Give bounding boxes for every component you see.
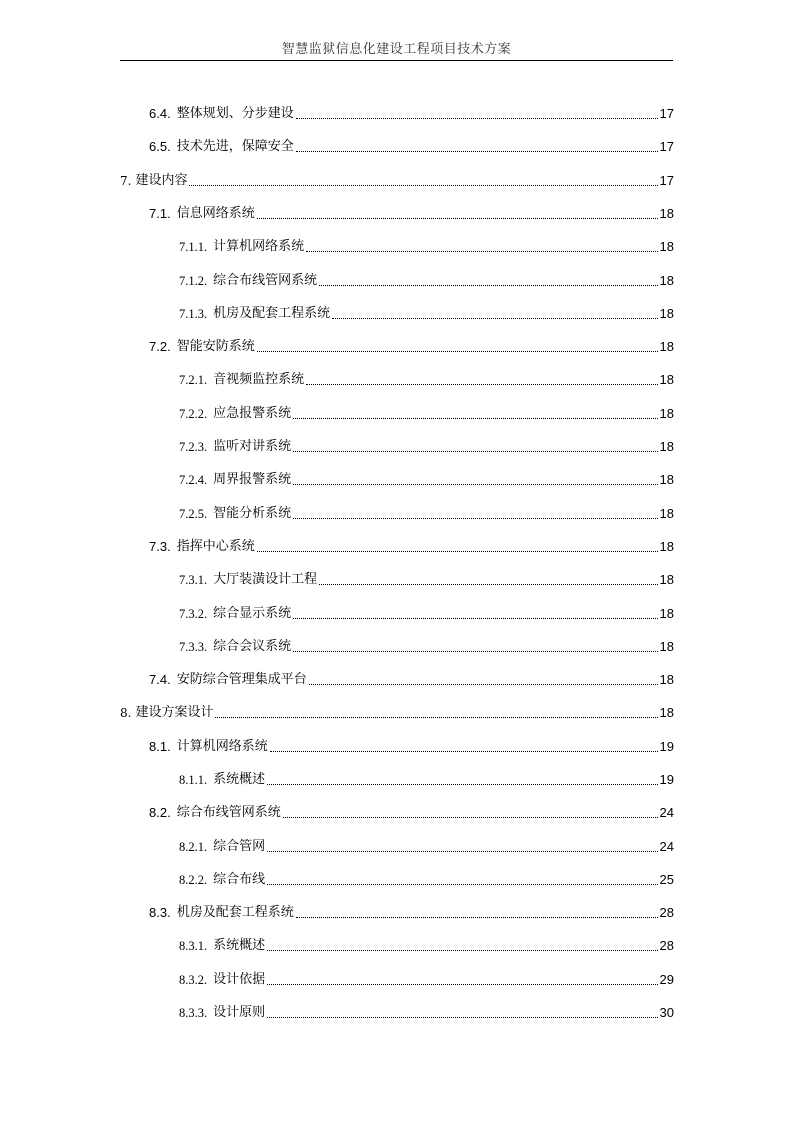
toc-dot-leader: [257, 551, 658, 552]
toc-entry-page-number: 24: [659, 805, 674, 820]
toc-entry-page-number: 18: [659, 705, 674, 720]
toc-dot-leader: [257, 218, 658, 219]
toc-entry[interactable]: [149, 137, 674, 157]
toc-entry-page-number: 18: [659, 439, 674, 454]
toc-entry[interactable]: [179, 604, 674, 624]
toc-dot-leader: [270, 751, 658, 752]
toc-entry[interactable]: [149, 104, 674, 124]
toc-entry-title: 综合显示系统: [213, 606, 292, 621]
toc-entry-number: 7.2.: [149, 339, 171, 354]
toc-dot-leader: [319, 584, 657, 585]
toc-entry[interactable]: [179, 237, 674, 257]
toc-entry-title: 智能安防系统: [176, 339, 255, 354]
toc-entry-number: 7.2.3.: [179, 440, 208, 454]
toc-entry-title: 信息网络系统: [176, 206, 255, 221]
toc-dot-leader: [215, 717, 657, 718]
toc-entry-title: 计算机网络系统: [176, 739, 268, 754]
toc-entry-number: 7.1.: [149, 206, 171, 221]
toc-entry-page-number: 17: [659, 106, 674, 121]
toc-dot-leader: [332, 318, 657, 319]
toc-entry-title: 综合管网: [213, 839, 266, 854]
toc-entry-page-number: 18: [659, 406, 674, 421]
toc-entry[interactable]: [120, 703, 674, 723]
toc-entry-number: 8.2.: [149, 805, 171, 820]
toc-dot-leader: [296, 917, 658, 918]
toc-entry[interactable]: [179, 437, 674, 457]
toc-entry[interactable]: [149, 903, 674, 923]
toc-entry-page-number: 18: [659, 306, 674, 321]
toc-entry-title: 设计原则: [213, 1005, 266, 1020]
toc-entry-number: 7.2.5.: [179, 507, 208, 521]
toc-entry-title: 建设方案设计: [135, 705, 214, 720]
toc-dot-leader: [257, 351, 658, 352]
toc-dot-leader: [293, 484, 657, 485]
toc-entry-number: 7.: [120, 174, 132, 188]
toc-entry[interactable]: [179, 271, 674, 291]
toc-entry-page-number: 18: [659, 639, 674, 654]
toc-entry-number: 6.4.: [149, 106, 171, 121]
toc-dot-leader: [267, 784, 657, 785]
toc-entry-title: 智能分析系统: [213, 506, 292, 521]
toc-dot-leader: [293, 451, 657, 452]
toc-entry-page-number: 28: [659, 905, 674, 920]
toc-entry[interactable]: [179, 504, 674, 524]
toc-dot-leader: [296, 151, 658, 152]
toc-dot-leader: [267, 950, 657, 951]
toc-entry-title: 安防综合管理集成平台: [176, 672, 307, 687]
toc-dot-leader: [267, 984, 657, 985]
toc-entry-title: 音视频监控系统: [213, 372, 305, 387]
toc-entry-title: 建设内容: [135, 173, 188, 188]
toc-dot-leader: [267, 851, 657, 852]
toc-dot-leader: [306, 384, 657, 385]
toc-dot-leader: [293, 518, 657, 519]
toc-entry-number: 7.1.2.: [179, 274, 208, 288]
toc-entry-number: 6.5.: [149, 139, 171, 154]
toc-entry[interactable]: [179, 370, 674, 390]
toc-entry-page-number: 18: [659, 572, 674, 587]
toc-dot-leader: [293, 618, 657, 619]
toc-entry-number: 7.2.1.: [179, 373, 208, 387]
toc-entry-page-number: 19: [659, 772, 674, 787]
toc-entry-title: 综合会议系统: [213, 639, 292, 654]
toc-entry[interactable]: [179, 770, 674, 790]
toc-entry-number: 8.3.1.: [179, 939, 208, 953]
toc-entry[interactable]: [149, 204, 674, 224]
toc-entry-number: 7.1.3.: [179, 307, 208, 321]
toc-dot-leader: [267, 884, 657, 885]
toc-dot-leader: [306, 251, 657, 252]
toc-entry-page-number: 29: [659, 972, 674, 987]
toc-entry-page-number: 18: [659, 239, 674, 254]
toc-entry-title: 指挥中心系统: [176, 539, 255, 554]
toc-dot-leader: [267, 1017, 657, 1018]
toc-entry-page-number: 28: [659, 938, 674, 953]
toc-entry-number: 8.1.: [149, 739, 171, 754]
toc-dot-leader: [283, 817, 658, 818]
toc-entry-number: 7.2.2.: [179, 407, 208, 421]
toc-entry[interactable]: [179, 870, 674, 890]
toc-entry-number: 7.1.1.: [179, 240, 208, 254]
toc-entry-page-number: 25: [659, 872, 674, 887]
toc-entry-number: 7.3.: [149, 539, 171, 554]
toc-entry[interactable]: [179, 970, 674, 990]
toc-entry-page-number: 18: [659, 339, 674, 354]
toc-entry[interactable]: [149, 803, 674, 823]
page-header-title: 智慧监狱信息化建设工程项目技术方案: [281, 42, 512, 57]
toc-entry[interactable]: [149, 337, 674, 357]
toc-entry-page-number: 24: [659, 839, 674, 854]
toc-dot-leader: [189, 185, 657, 186]
toc-entry-title: 应急报警系统: [213, 406, 292, 421]
toc-entry[interactable]: [179, 304, 674, 324]
toc-entry[interactable]: [179, 637, 674, 657]
toc-entry[interactable]: [179, 837, 674, 857]
toc-entry-page-number: 19: [659, 739, 674, 754]
toc-entry-title: 大厅装潢设计工程: [213, 572, 318, 587]
toc-entry-page-number: 18: [659, 273, 674, 288]
toc-entry-page-number: 30: [659, 1005, 674, 1020]
toc-entry-title: 系统概述: [213, 938, 266, 953]
toc-entry-number: 7.4.: [149, 672, 171, 687]
toc-entry-title: 综合布线: [213, 872, 266, 887]
toc-entry[interactable]: [179, 1003, 674, 1023]
toc-entry-title: 周界报警系统: [213, 472, 292, 487]
toc-entry-number: 7.3.2.: [179, 607, 208, 621]
toc-entry-number: 8.3.2.: [179, 973, 208, 987]
toc-entry[interactable]: [149, 670, 674, 690]
toc-dot-leader: [309, 684, 658, 685]
toc-entry-page-number: 17: [659, 139, 674, 154]
toc-entry-title: 设计依据: [213, 972, 266, 987]
toc-dot-leader: [319, 285, 657, 286]
header-divider: [120, 60, 673, 61]
toc-entry-number: 7.2.4.: [179, 473, 208, 487]
toc-entry-page-number: 18: [659, 506, 674, 521]
toc-entry[interactable]: [149, 737, 674, 757]
toc-dot-leader: [293, 651, 657, 652]
toc-entry[interactable]: [149, 537, 674, 557]
toc-entry-page-number: 18: [659, 472, 674, 487]
toc-entry[interactable]: [179, 936, 674, 956]
toc-entry-page-number: 18: [659, 372, 674, 387]
toc-entry[interactable]: [179, 470, 674, 490]
toc-entry-title: 计算机网络系统: [213, 239, 305, 254]
toc-entry-title: 机房及配套工程系统: [213, 306, 331, 321]
toc-entry-page-number: 18: [659, 606, 674, 621]
toc-entry-title: 机房及配套工程系统: [176, 905, 294, 920]
toc-entry-number: 8.3.: [149, 905, 171, 920]
toc-entry-number: 8.3.3.: [179, 1006, 208, 1020]
toc-entry-number: 8.2.1.: [179, 840, 208, 854]
toc-entry-number: 7.3.1.: [179, 573, 208, 587]
toc-entry-number: 8.: [120, 706, 132, 720]
toc-entry-title: 监听对讲系统: [213, 439, 292, 454]
toc-dot-leader: [296, 118, 658, 119]
toc-entry-page-number: 18: [659, 206, 674, 221]
toc-entry-title: 综合布线管网系统: [176, 805, 281, 820]
toc-entry[interactable]: [179, 404, 674, 424]
toc-dot-leader: [293, 418, 657, 419]
toc-entry-page-number: 18: [659, 672, 674, 687]
toc-entry-title: 综合布线管网系统: [213, 273, 318, 288]
toc-entry-title: 整体规划、分步建设: [176, 106, 294, 121]
toc-entry-title: 系统概述: [213, 772, 266, 787]
toc-entry-title: 技术先进，保障安全: [176, 139, 294, 154]
toc-entry-page-number: 18: [659, 539, 674, 554]
toc-entry-number: 8.1.1.: [179, 773, 208, 787]
toc-entry-number: 8.2.2.: [179, 873, 208, 887]
toc-entry[interactable]: [179, 570, 674, 590]
toc-entry[interactable]: [120, 171, 674, 191]
toc-entry-number: 7.3.3.: [179, 640, 208, 654]
toc-entry-page-number: 17: [659, 173, 674, 188]
